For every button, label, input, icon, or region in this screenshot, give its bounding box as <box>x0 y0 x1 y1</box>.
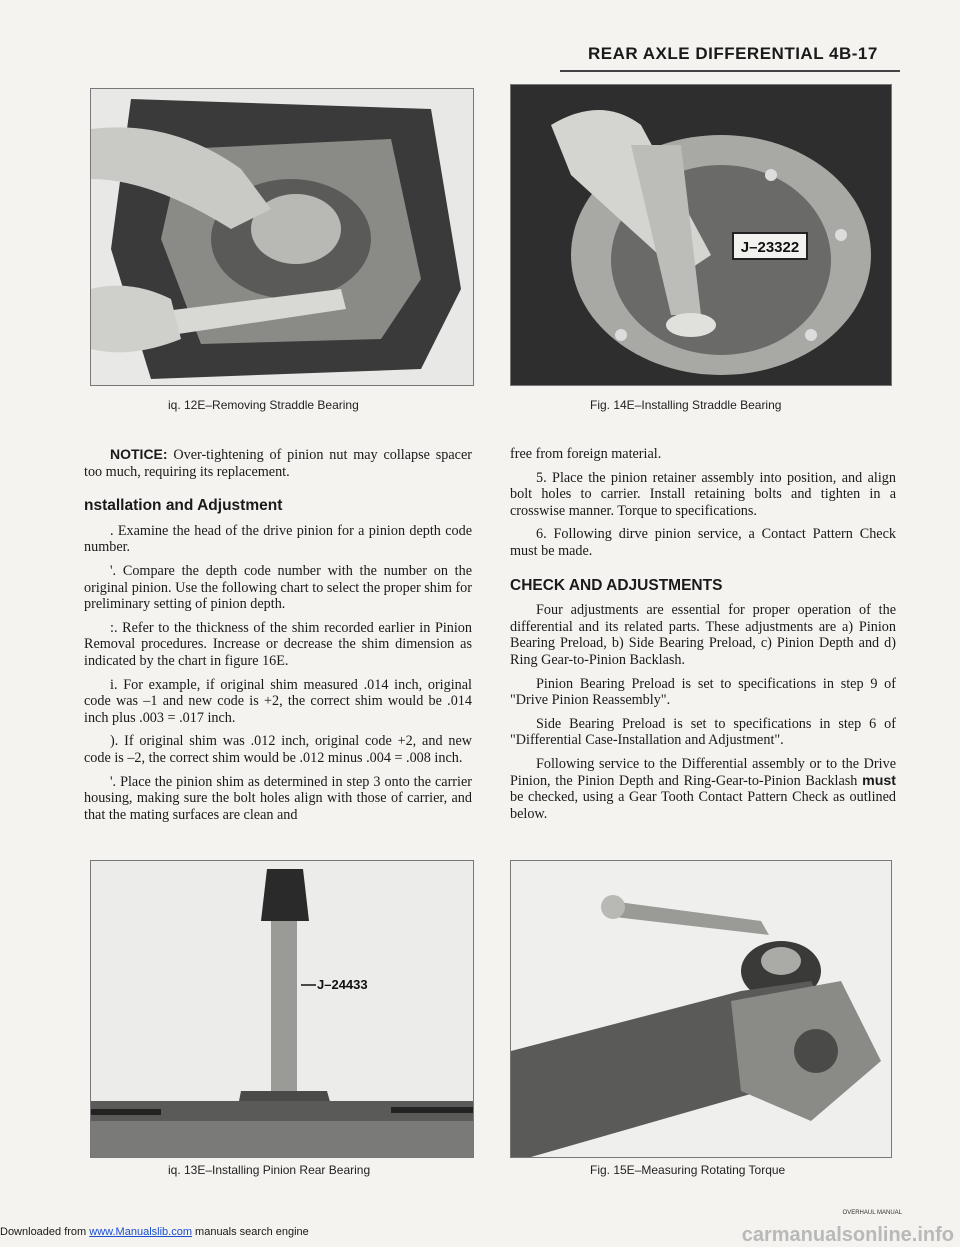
figure-12e-photo <box>90 88 474 386</box>
check-adjustments-heading: CHECK AND ADJUSTMENTS <box>510 576 723 594</box>
download-footer <box>0 1226 309 1238</box>
figure-14e-caption: Fig. 14E–Installing Straddle Bearing <box>590 398 782 412</box>
figure-15e-photo <box>510 860 892 1158</box>
right-paragraph: Side Bearing Preload is set to specifications in step 6 of "Differential Case-Installation and Adjustment". <box>510 715 896 749</box>
overhaul-manual-mark: OVERHAUL MANUAL <box>842 1210 902 1216</box>
notice-heading: NOTICE: <box>110 446 168 462</box>
figure-14e-photo <box>510 84 892 386</box>
manualslib-link[interactable]: www.Manualslib.com <box>89 1226 192 1238</box>
right-paragraph: Pinion Bearing Preload is set to specifications in step 9 of "Drive Pinion Reassembly". <box>510 675 896 709</box>
figure-13e-tool-label: J–24433 <box>317 977 368 992</box>
notice-paragraph <box>84 446 472 480</box>
figure-15e-caption: Fig. 15E–Measuring Rotating Torque <box>590 1163 786 1177</box>
left-paragraph: :. Refer to the thickness of the shim recorded earlier in Pinion Removal procedures. Increase or decrease the shim dimension as indicated by the chart in figure 16E. <box>84 619 472 669</box>
left-paragraph: ). If original shim was .012 inch, original code +2, and new code is –2, the correct shim would be .012 minus .004 = .008 inch. <box>84 733 472 766</box>
figure-12e-caption: iq. 12E–Removing Straddle Bearing <box>168 398 359 412</box>
left-paragraph: . Examine the head of the drive pinion for a pinion depth code number. <box>84 522 472 556</box>
right-intro: free from foreign material. <box>510 446 662 462</box>
backlash-text-before: Following service to the Differential assembly or to the Drive Pinion, the Pinion Depth and Ring-Gear-to-Pinion Backlash <box>510 755 896 789</box>
header-rule <box>560 70 900 72</box>
left-paragraph: '. Compare the depth code number with the number on the original pinion. Use the following chart to select the proper shim for preliminary setting of pinion depth. <box>84 562 472 613</box>
installation-adjustment-heading: nstallation and Adjustment <box>84 497 283 515</box>
figure-13e-photo <box>90 860 474 1158</box>
footer-prefix: Downloaded from <box>0 1226 90 1238</box>
right-column-text <box>510 446 896 829</box>
left-paragraph: '. Place the pinion shim as determined in step 3 onto the carrier housing, making sure the bolt holes align with those of carrier, and that the mating surfaces are clean and <box>84 773 472 823</box>
figure-14e-tool-label: J–23322 <box>740 239 800 256</box>
footer-suffix: manuals search engine <box>191 1226 309 1238</box>
must-emphasis: must <box>862 772 896 789</box>
watermark-text: carmanualsonline.info <box>741 1224 954 1246</box>
right-paragraph: Four adjustments are essential for proper operation of the differential and its related parts. These adjustments are a) Pinion Bearing Preload, b) Side Bearing Preload, c) Pinion Depth and d) Ring Gear-to-Pinion Backlash. <box>510 602 896 668</box>
right-paragraph: 5. Place the pinion retainer assembly into position, and align bolt holes to carrier. Install retaining bolts and tighten in a crosswise manner. Torque to specifications. <box>510 469 896 519</box>
left-column-text <box>84 446 472 830</box>
left-paragraph: i. For example, if original shim measured .014 inch, original code was –1 and new code is +2, the correct shim would be .014 inch plus .003 = .017 inch. <box>84 676 472 726</box>
right-last-paragraph <box>510 756 896 822</box>
right-paragraph: 6. Following dirve pinion service, a Contact Pattern Check must be made. <box>510 526 896 559</box>
figure-13e-caption: iq. 13E–Installing Pinion Rear Bearing <box>168 1163 371 1177</box>
page-header: REAR AXLE DIFFERENTIAL 4B-17 <box>588 44 878 63</box>
notice-text: Over-tightening of pinion nut may collapse spacer too much, requiring its replacement. <box>84 447 472 480</box>
backlash-text-after: be checked, using a Gear Tooth Contact Pattern Check as outlined below. <box>510 789 896 822</box>
